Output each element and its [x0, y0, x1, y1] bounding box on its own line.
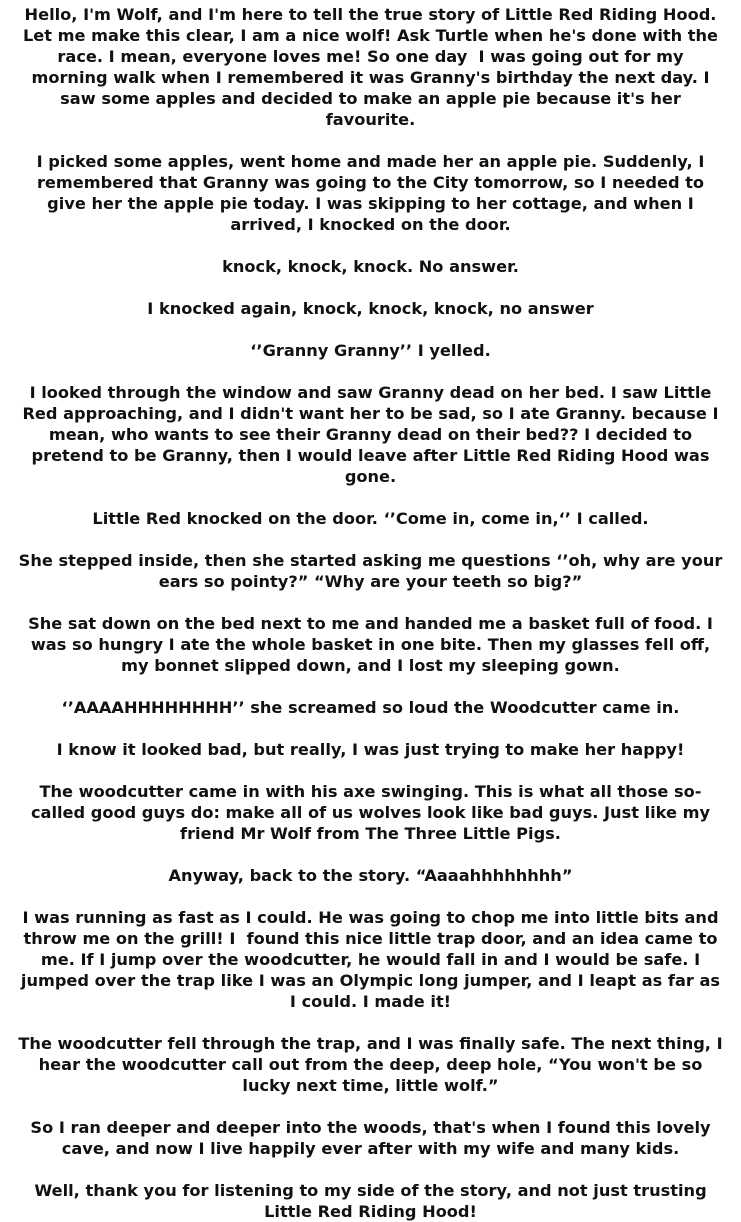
story-paragraph: Hello, I'm Wolf, and I'm here to tell the true story of Little Red Riding Hood. Let me make this clear, I am a nice wolf! Ask Turtle when he's done with the race. I mean, everyone loves me! So one day I was going out for my morning walk when I remembered it was Granny's birthday the next day. I saw some apples and decided to make an apple pie because it's her favourite. — [22, 5, 724, 129]
story-paragraph: I was running as fast as I could. He was going to chop me into little bits and throw me on the grill! I found this nice little trap door, and an idea came to me. If I jump over the woodcutter, he would fall in and I would be safe. I jumped over the trap like I was an Olympic long jumper, and I leapt as far as I could. I made it! — [20, 908, 726, 1011]
story-paragraph: Well, thank you for listening to my side of the story, and not just trusting Little Red Riding Hood! — [34, 1181, 713, 1221]
story-paragraph: The woodcutter came in with his axe swinging. This is what all those so-called good guys do: make all of us wolves look like bad guys. Just like my friend Mr Wolf from The Three Little Pigs. — [30, 782, 716, 843]
story-paragraph: She stepped inside, then she started asking me questions ‘’oh, why are your ears so pointy?” “Why are your teeth so big?” — [18, 551, 728, 591]
story-paragraph: I picked some apples, went home and made her an apple pie. Suddenly, I remembered that Granny was going to the City tomorrow, so I needed to give her the apple pie today. I was skipping to her cottage, and when I arrived, I knocked on the door. — [36, 152, 710, 234]
story-paragraph: I knocked again, knock, knock, knock, no answer — [147, 299, 594, 318]
story-paragraph: I looked through the window and saw Granny dead on her bed. I saw Little Red approaching, and I didn't want her to be sad, so I ate Granny. because I mean, who wants to see their Granny dead on their bed?? I decided to pretend to be Granny, then I would leave after Little Red Riding Hood was gone. — [22, 383, 725, 486]
story-paragraph: Anyway, back to the story. “Aaaahhhhhhhh” — [168, 866, 573, 885]
story-paragraph: The woodcutter fell through the trap, and I was finally safe. The next thing, I hear the woodcutter call out from the deep, deep hole, “You won't be so lucky next time, little wolf.” — [18, 1034, 729, 1095]
story-paragraph: ‘’Granny Granny’’ I yelled. — [250, 341, 491, 360]
story-paragraph: So I ran deeper and deeper into the woods, that's when I found this lovely cave, and now I live happily ever after with my wife and many kids. — [30, 1118, 717, 1158]
story-paragraph: She sat down on the bed next to me and handed me a basket full of food. I was so hungry I ate the whole basket in one bite. Then my glasses fell off, my bonnet slipped down, and I lost my sleeping gown. — [28, 614, 719, 675]
story-paragraph: Little Red knocked on the door. ‘’Come in, come in,‘’ I called. — [92, 509, 649, 528]
story-paragraph: ‘’AAAAHHHHHHHH’’ she screamed so loud the Woodcutter came in. — [61, 698, 680, 717]
story-paragraph: I know it looked bad, but really, I was just trying to make her happy! — [56, 740, 685, 759]
story-paragraph: knock, knock, knock. No answer. — [222, 257, 519, 276]
